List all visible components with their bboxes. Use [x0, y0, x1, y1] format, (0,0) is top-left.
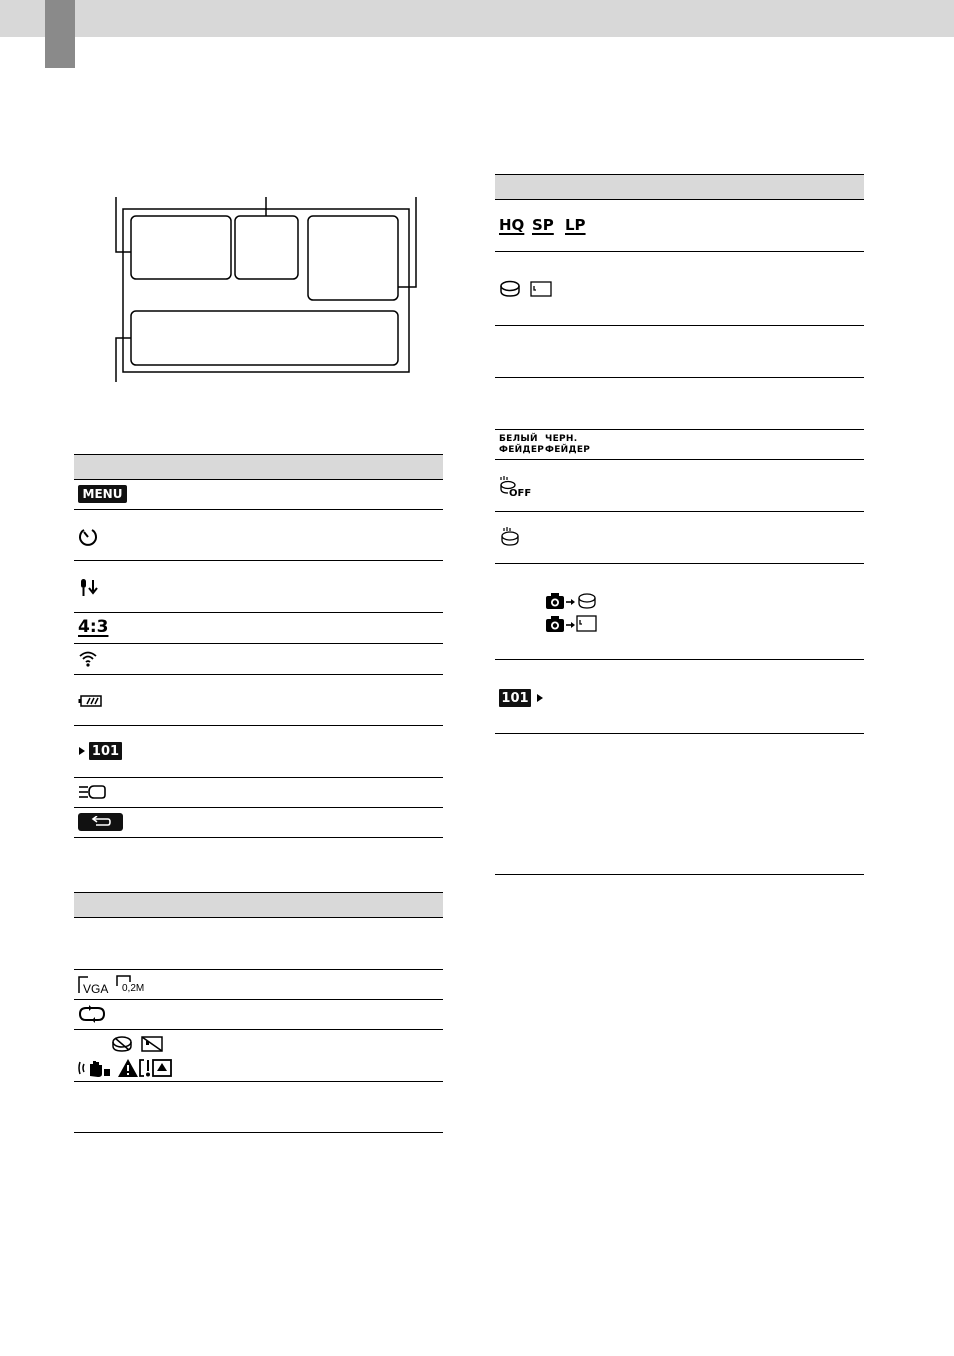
table-row: [74, 1030, 443, 1082]
table-row: [74, 644, 443, 675]
image-size-0-2m-icon: [116, 974, 156, 994]
table-row: [74, 726, 443, 778]
self-timer-icon: [78, 527, 98, 547]
return-button-icon: [78, 813, 123, 831]
table-row: [495, 326, 864, 378]
right-table: [495, 174, 864, 875]
table-row: [495, 512, 864, 564]
callout-line-3: [398, 197, 416, 287]
table-row: [74, 480, 443, 510]
sp-mode-icon: SP: [532, 216, 554, 234]
table-row: [74, 918, 443, 970]
left-table-2: [74, 892, 443, 1133]
photo-copy-to-card-icon: [545, 614, 599, 634]
battery-icon: [78, 695, 102, 707]
table-row: [74, 1082, 443, 1133]
table-row: [495, 564, 864, 660]
table-row: [495, 460, 864, 512]
wifi-icon: [78, 650, 98, 668]
flash-light-icon: [78, 784, 106, 800]
bottom-area: [131, 311, 398, 365]
table-row: [495, 378, 864, 430]
hdd-media-icon: [499, 280, 521, 298]
return-arrow-icon: [90, 816, 112, 828]
folder-101-icon: 101: [89, 742, 122, 760]
table-row: [74, 561, 443, 613]
hdd-drop-sensor-icon: [499, 527, 521, 547]
memory-card-media-icon: [530, 281, 552, 297]
table-row: [495, 734, 864, 875]
hdd-drop-sensor-off-icon: [499, 476, 533, 498]
play-arrow-icon: [536, 693, 544, 703]
camera-shake-warning-icon: [78, 1058, 112, 1078]
table-row: [74, 778, 443, 808]
memory-card-error-icon: [140, 1035, 164, 1053]
upper-right-area: [308, 216, 398, 300]
photo-copy-to-hdd-icon: [545, 591, 599, 611]
table-row: [495, 430, 864, 460]
table-row: [74, 675, 443, 726]
table-header: [74, 892, 443, 918]
svg-text:VGA: VGA: [83, 982, 109, 995]
play-arrow-icon: [78, 746, 86, 756]
aspect-ratio-4-3-icon: 4:3: [78, 617, 109, 637]
table-header: [74, 454, 443, 480]
white-fader-icon: БЕЛЫЙ ФЕЙДЕР: [499, 434, 545, 455]
left-table-1: [74, 454, 443, 838]
svg-text:0,2M: 0,2M: [122, 983, 145, 994]
black-fader-icon: ЧЕРН. ФЕЙДЕР: [545, 434, 591, 455]
upper-left-area: [131, 216, 231, 279]
warning-icon: [118, 1058, 174, 1078]
screen-frame: [123, 209, 409, 372]
folder-101-play-icon: 101: [499, 689, 531, 707]
table-row: [74, 970, 443, 1000]
table-row: [74, 613, 443, 644]
upper-center-area: [235, 216, 298, 279]
table-header: [495, 174, 864, 200]
mic-level-icon: [78, 578, 100, 598]
table-row: [74, 510, 443, 561]
table-row: [495, 200, 864, 252]
svg-text:OFF: OFF: [509, 488, 532, 498]
image-size-vga-icon: [78, 975, 112, 995]
table-row: [74, 808, 443, 838]
hq-mode-icon: HQ: [499, 216, 525, 234]
hdd-error-icon: [111, 1035, 133, 1053]
table-row: [495, 660, 864, 734]
menu-badge-icon: MENU: [78, 485, 127, 503]
table-row: [74, 1000, 443, 1030]
repeat-icon: [78, 1005, 106, 1023]
lp-mode-icon: LP: [565, 216, 586, 234]
table-row: [495, 252, 864, 326]
